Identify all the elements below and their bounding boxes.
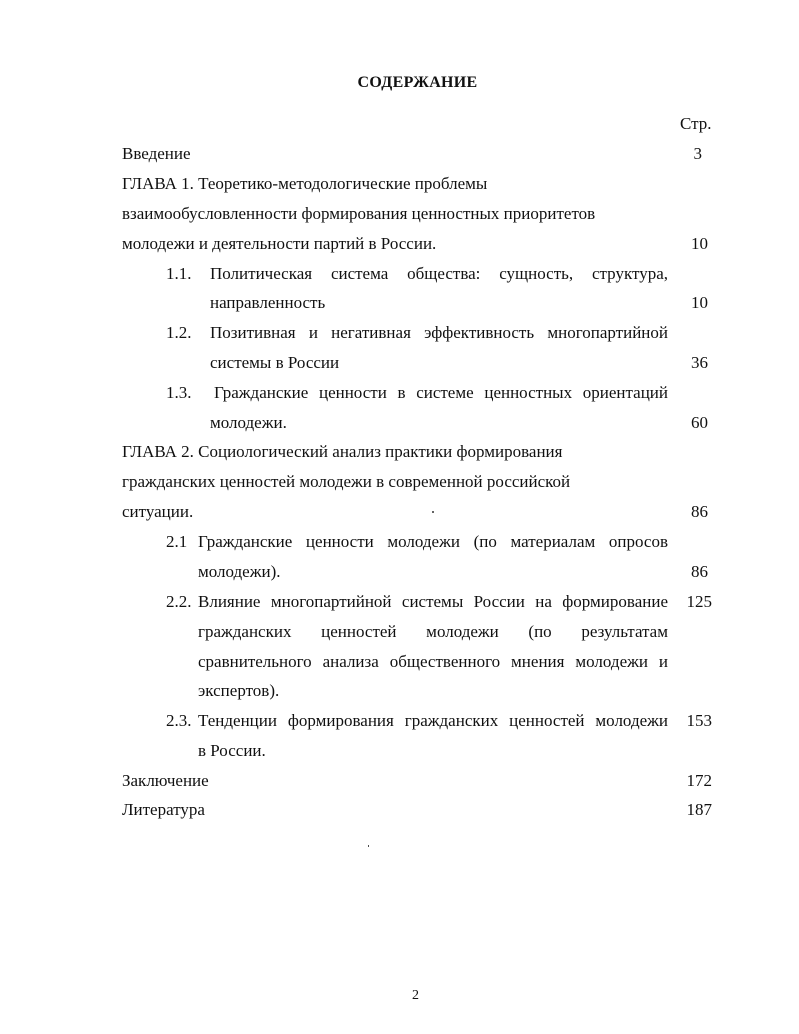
toc-page-section-2-2: 125 — [686, 592, 712, 611]
toc-page-section-2-3: 153 — [686, 711, 712, 730]
toc-page-section-1-1: 10 — [691, 293, 708, 312]
toc-section-2-2-line: сравнительного анализа общественного мнения молодежи и — [198, 652, 668, 671]
toc-section-number: 1.3. — [166, 383, 192, 402]
toc-page-section-1-2: 36 — [691, 353, 708, 372]
toc-section-2-2-line: экспертов). — [198, 681, 280, 700]
toc-section-2-2-line: Влияние многопартийной системы России на формирование — [198, 592, 668, 611]
page-number: 2 — [412, 988, 419, 1003]
toc-section-1-1-line: Политическая система общества: сущность, структура, — [210, 264, 668, 283]
toc-section-2-3-line: в России. — [198, 741, 266, 760]
toc-section-2-1-line: молодежи). — [198, 562, 281, 581]
toc-entry-literature: Литература — [122, 800, 205, 819]
toc-section-2-1-line: Гражданские ценности молодежи (по материалам опросов — [198, 532, 668, 551]
toc-section-1-3-line: Гражданские ценности в системе ценностных ориентаций — [214, 383, 668, 402]
toc-page-chapter-2: 86 — [691, 502, 708, 521]
toc-section-2-2-line: гражданских ценностей молодежи (по результатам — [198, 622, 668, 641]
toc-section-1-2-line: Позитивная и негативная эффективность многопартийной — [210, 323, 668, 342]
toc-page-chapter-1: 10 — [691, 234, 708, 253]
toc-page-intro: 3 — [693, 144, 702, 163]
toc-section-number: 1.2. — [166, 323, 192, 342]
toc-chapter-2-line: ГЛАВА 2. Социологический анализ практики формирования — [122, 442, 563, 461]
toc-chapter-2-line: ситуации. — [122, 502, 194, 521]
toc-section-1-1-line: направленность — [210, 293, 326, 312]
toc-section-2-3-line: Тенденции формирования гражданских ценностей молодежи — [198, 711, 668, 730]
page-column-header: Стр. — [680, 114, 712, 133]
toc-chapter-1-line: взаимообусловленности формирования ценностных приоритетов — [122, 204, 596, 223]
toc-section-number: 2.3. — [166, 711, 192, 730]
toc-chapter-1-line: ГЛАВА 1. Теоретико-методологические проблемы — [122, 174, 488, 193]
toc-page-section-1-3: 60 — [691, 413, 708, 432]
toc-chapter-2-line: гражданских ценностей молодежи в современной российской — [122, 472, 571, 491]
page-title: СОДЕРЖАНИЕ — [357, 74, 478, 91]
toc-page-section-2-1: 86 — [691, 562, 708, 581]
toc-section-number: 1.1. — [166, 264, 192, 283]
toc-section-number: 2.1 — [166, 532, 188, 551]
toc-entry-conclusion: Заключение — [122, 771, 209, 790]
toc-chapter-1-line: молодежи и деятельности партий в России. — [122, 234, 437, 253]
scan-speck — [432, 511, 434, 513]
toc-entry-intro: Введение — [122, 144, 191, 163]
toc-section-1-3-line: молодежи. — [210, 413, 287, 432]
toc-section-1-2-line: системы в России — [210, 353, 340, 372]
toc-page-conclusion: 172 — [686, 771, 712, 790]
scan-speck — [368, 845, 369, 847]
toc-section-number: 2.2. — [166, 592, 192, 611]
toc-page-literature: 187 — [686, 800, 712, 819]
